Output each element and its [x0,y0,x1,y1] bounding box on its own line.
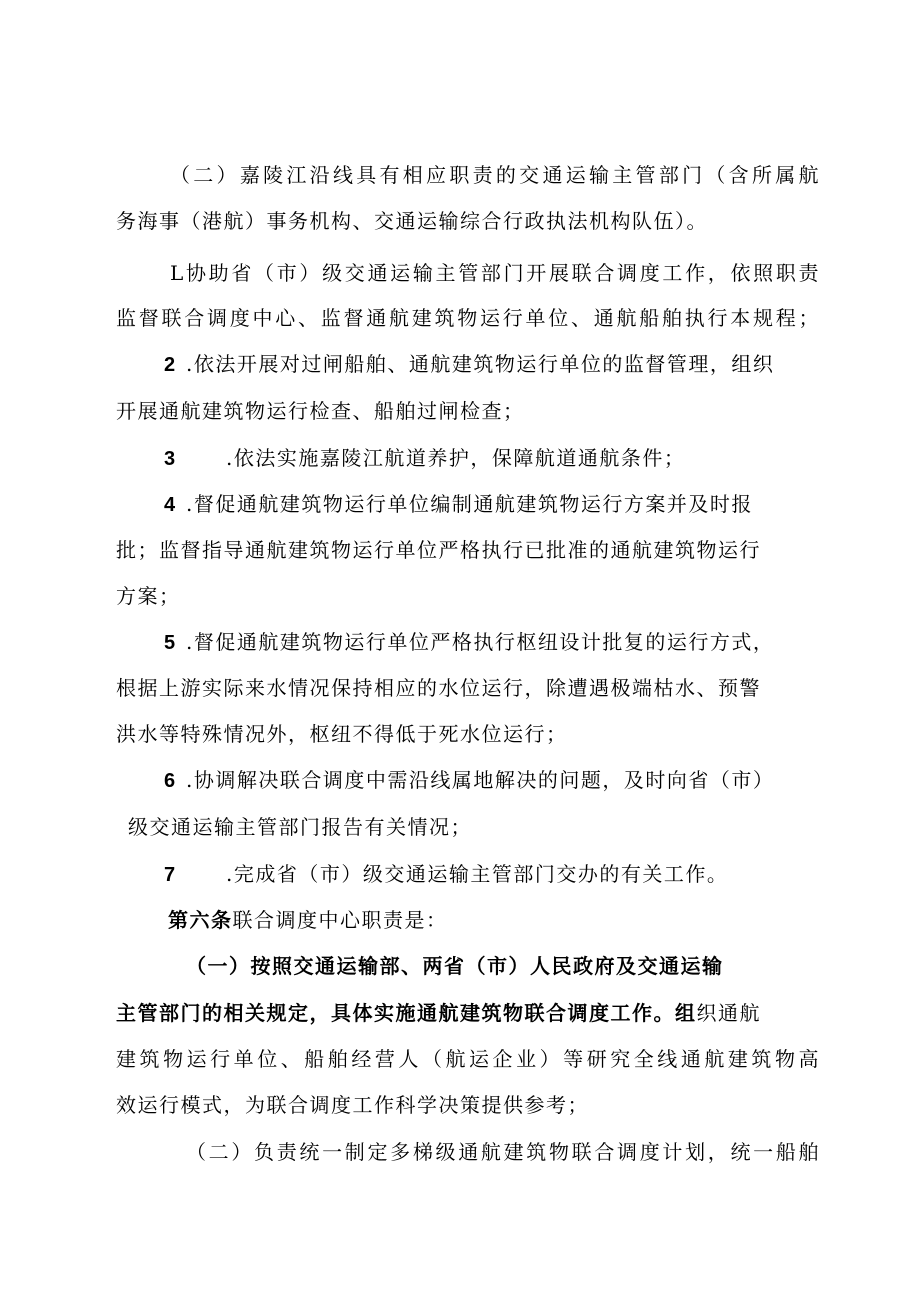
article-number: 第六条 [168,908,233,932]
text-line: 根据上游实际来水情况保持相应的水位运行，除遭遇极端枯水、预警 [116,676,761,700]
text-line: 效运行模式，为联合调度工作科学决策提供参考； [116,1093,589,1117]
paragraph-line [164,444,820,473]
list-number: 3 [164,448,177,470]
text-line: L协助省（市）级交通运输主管部门开展联合调度工作，依照职责 [170,261,820,285]
paragraph-line [186,1138,820,1166]
paragraph-line [164,490,820,519]
paragraph-line [170,161,820,189]
list-number: 2 [164,354,177,376]
text-line: 监督联合调度中心、监督通航建筑物运行单位、通航船舶执行本规程； [116,306,820,330]
list-number: 4 [164,494,177,516]
text-line: 级交通运输主管部门报告有关情况； [128,815,472,839]
text-line: 联合调度中心职责是： [232,908,448,932]
text-line: 务海事（港航）事务机构、交通运输综合行政执法机构队伍）。 [116,209,708,233]
paragraph-line [116,207,820,235]
paragraph-line [170,259,820,287]
paragraph-line [116,674,820,702]
paragraph-line [116,536,820,564]
paragraph-line [116,999,820,1027]
paragraph-line [164,628,820,657]
text-line: .依法开展对过闸船舶、通航建筑物运行单位的监督管理，组织 [186,352,775,376]
paragraph-line [186,952,786,980]
text-line: .协调解决联合调度中需沿线属地解决的问题，及时向省（市） [186,768,775,792]
paragraph-line [116,1091,820,1119]
text-line: 洪水等特殊情况外，枢纽不得低于死水位运行； [116,722,568,746]
list-number: 6 [164,770,177,792]
list-number: 7 [164,864,177,886]
text-line: .督促通航建筑物运行单位编制通航建筑物运行方案并及时报 [186,492,753,516]
article-heading-line [168,906,820,934]
paragraph-line [164,860,820,889]
paragraph-line [116,1045,820,1073]
paragraph-line [164,766,820,795]
text-line: .督促通航建筑物运行单位严格执行枢纽设计批复的运行方式， [186,630,775,654]
text-line: 织通航 [696,1001,761,1025]
text-line: （二）负责统一制定多梯级通航建筑物联合调度计划，统一船舶 [186,1140,820,1164]
text-line: 主管部门的相关规定，具体实施通航建筑物联合调度工作。组 [116,1001,697,1025]
text-line: （二）嘉陵江沿线具有相应职责的交通运输主管部门（含所属航 [170,163,820,187]
text-line: .依法实施嘉陵江航道养护，保障航道通航条件； [226,446,686,470]
paragraph-line [116,304,820,332]
text-line: （一）按照交通运输部、两省（市）人民政府及交通运输 [186,954,724,978]
text-line: 开展通航建筑物运行检查、船舶过闸检查； [116,399,525,423]
paragraph-line [116,720,820,748]
list-number: 5 [164,632,177,654]
text-line: 批；监督指导通航建筑物运行单位严格执行已批准的通航建筑物运行 [116,538,761,562]
text-line: 建筑物运行单位、船舶经营人（航运企业）等研究全线通航建筑物高 [116,1047,820,1071]
paragraph-line [116,397,820,425]
paragraph-line [116,582,820,610]
paragraph-line [164,350,820,379]
text-line: .完成省（市）级交通运输主管部门交办的有关工作。 [226,862,729,886]
text-line: 方案； [116,584,181,608]
paragraph-line [128,813,820,841]
